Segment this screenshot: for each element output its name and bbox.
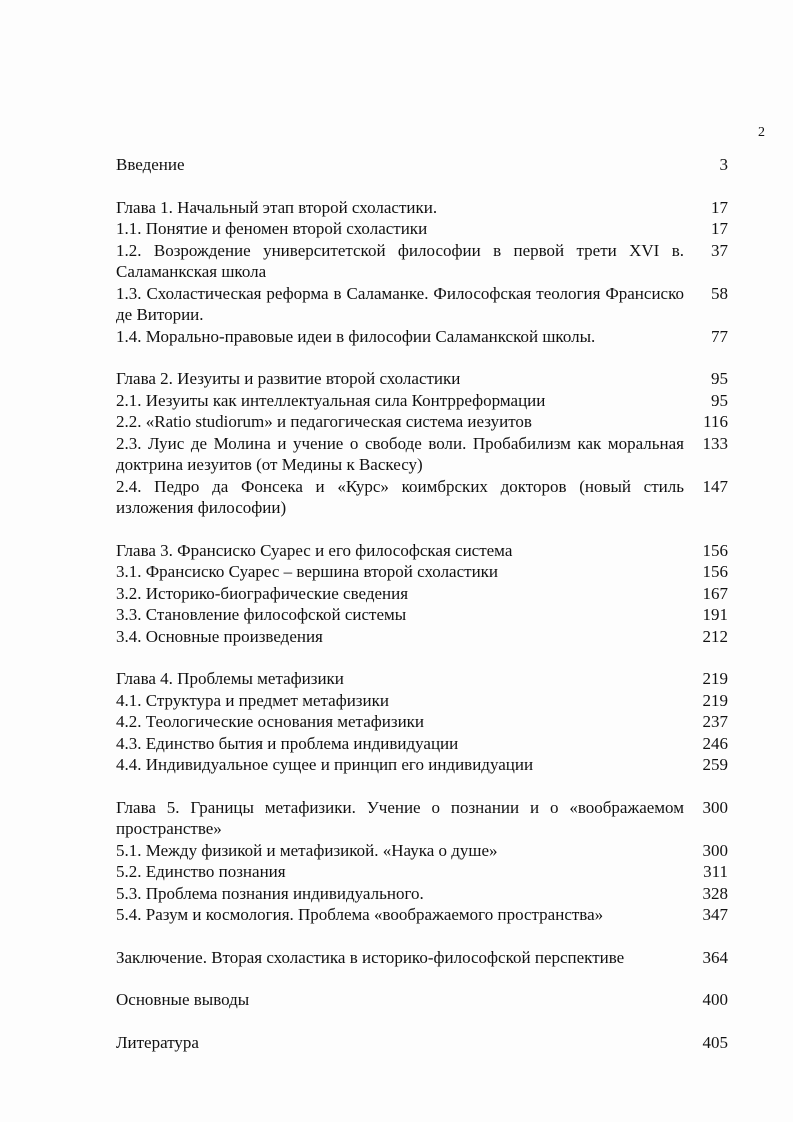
toc-entry-title: 4.3. Единство бытия и проблема индивидуации xyxy=(116,733,459,753)
toc-entry xyxy=(116,904,728,926)
section-gap xyxy=(116,1011,728,1032)
toc-entry xyxy=(116,411,728,433)
toc-entry-title: Литература xyxy=(116,1032,199,1052)
toc-entry-page: 300 xyxy=(702,840,728,860)
toc-entry-title: 5.3. Проблема познания индивидуального. xyxy=(116,883,424,903)
toc-entry xyxy=(116,989,728,1011)
toc-entry xyxy=(116,476,728,519)
toc-entry xyxy=(116,840,728,862)
toc-entry-page: 95 xyxy=(711,369,728,388)
section-gap xyxy=(116,176,728,197)
toc-entry xyxy=(116,861,728,883)
toc-entry-page: 58 xyxy=(711,283,728,303)
toc-entry xyxy=(116,154,728,176)
toc-entry xyxy=(116,668,728,690)
toc-entry xyxy=(116,197,728,219)
toc-entry-page: 147 xyxy=(702,476,728,496)
toc-entry-title: 3.2. Историко-биографические сведения xyxy=(116,583,409,603)
toc-entry xyxy=(116,690,728,712)
toc-entry-title: Заключение. Вторая схоластика в историко-философской перспективе xyxy=(116,947,625,967)
toc-entry-title: Основные выводы xyxy=(116,990,250,1009)
toc-entry-title: Глава 5. Границы метафизики. Учение о познании и о «воображаемом пространстве» xyxy=(116,797,684,838)
toc-entry-page: 156 xyxy=(702,540,728,560)
toc-entry-title: Глава 2. Иезуиты и развитие второй схоластики xyxy=(116,369,461,388)
toc-entry-page: 246 xyxy=(702,733,728,753)
toc-entry-page: 364 xyxy=(702,947,728,967)
toc-entry-page: 300 xyxy=(702,797,728,817)
section-gap xyxy=(116,926,728,947)
toc-entry-page: 400 xyxy=(702,990,728,1009)
toc-entry-page: 347 xyxy=(702,905,728,924)
toc-entry xyxy=(116,754,728,776)
toc-entry-page: 237 xyxy=(702,712,728,731)
toc-entry xyxy=(116,283,728,326)
toc-entry-page: 17 xyxy=(711,219,728,238)
toc-entry xyxy=(116,218,728,240)
toc-entry xyxy=(116,240,728,283)
toc-entry xyxy=(116,711,728,733)
toc-entry xyxy=(116,540,728,562)
toc-entry-title: 2.1. Иезуиты как интеллектуальная сила Контрреформации xyxy=(116,390,546,410)
page-number: 2 xyxy=(758,125,765,140)
toc-entry-page: 405 xyxy=(702,1032,728,1052)
toc-entry-page: 133 xyxy=(702,433,728,453)
toc-entry xyxy=(116,883,728,905)
toc-entry-title: Глава 4. Проблемы метафизики xyxy=(116,669,344,688)
toc-entry-page: 37 xyxy=(711,240,728,260)
toc-entry-title: 5.2. Единство познания xyxy=(116,862,286,881)
toc-entry-title: 1.1. Понятие и феномен второй схоластики xyxy=(116,219,428,238)
toc-entry xyxy=(116,433,728,476)
toc-entry-page: 3 xyxy=(719,155,728,174)
toc-entry-page: 167 xyxy=(702,583,728,603)
toc-entry-title: 4.1. Структура и предмет метафизики xyxy=(116,690,389,710)
toc-entry-title: 1.4. Морально-правовые идеи в философии Саламанкской школы. xyxy=(116,326,596,346)
toc-entry-title: 1.3. Схоластическая реформа в Саламанке. Философская теология Франсиско де Витории. xyxy=(116,283,684,324)
toc-entry xyxy=(116,561,728,583)
toc-entry xyxy=(116,390,728,412)
section-gap xyxy=(116,347,728,368)
toc-entry-title: 3.4. Основные произведения xyxy=(116,626,323,646)
toc-entry xyxy=(116,326,728,348)
toc-entry-title: 4.4. Индивидуальное сущее и принцип его индивидуации xyxy=(116,755,534,774)
toc-entry-title: 2.2. «Ratio studiorum» и педагогическая система иезуитов xyxy=(116,412,532,431)
toc-entry-page: 212 xyxy=(702,626,728,646)
toc-entry-page: 17 xyxy=(711,197,728,217)
toc-entry xyxy=(116,1032,728,1054)
section-gap xyxy=(116,519,728,540)
toc-entry-title: 2.3. Луис де Молина и учение о свободе воли. Пробабилизм как моральная доктрина иезуитов (от Медины к Васкесу) xyxy=(116,433,684,474)
toc-entry-page: 116 xyxy=(703,412,728,431)
toc-entry-title: 2.4. Педро да Фонсека и «Курс» коимбрских докторов (новый стиль изложения философии) xyxy=(116,476,684,517)
toc-entry-title: Введение xyxy=(116,155,185,174)
toc-entry-page: 259 xyxy=(702,755,728,774)
toc-entry-page: 311 xyxy=(703,862,728,881)
toc-entry-page: 328 xyxy=(702,883,728,903)
toc-entry-title: Глава 1. Начальный этап второй схоластики. xyxy=(116,197,438,217)
toc-entry-title: 5.1. Между физикой и метафизикой. «Наука о душе» xyxy=(116,840,498,860)
section-gap xyxy=(116,647,728,668)
toc-entry-page: 77 xyxy=(711,326,728,346)
toc-entry-title: 3.1. Франсиско Суарес – вершина второй схоластики xyxy=(116,562,499,581)
toc-entry xyxy=(116,947,728,969)
toc-entry-page: 219 xyxy=(702,669,728,688)
section-gap xyxy=(116,776,728,797)
toc-entry-title: 4.2. Теологические основания метафизики xyxy=(116,712,425,731)
toc-entry xyxy=(116,368,728,390)
section-gap xyxy=(116,968,728,989)
table-of-contents xyxy=(116,154,728,1053)
toc-entry-title: 5.4. Разум и космология. Проблема «воображаемого пространства» xyxy=(116,905,604,924)
toc-entry xyxy=(116,733,728,755)
toc-entry-title: 1.2. Возрождение университетской философии в первой трети XVI в. Саламанкская школа xyxy=(116,240,684,281)
toc-entry-page: 156 xyxy=(702,562,728,581)
toc-entry xyxy=(116,604,728,626)
toc-entry-page: 219 xyxy=(702,690,728,710)
toc-entry-page: 95 xyxy=(711,390,728,410)
toc-entry xyxy=(116,797,728,840)
toc-entry-title: 3.3. Становление философской системы xyxy=(116,605,407,624)
toc-entry xyxy=(116,583,728,605)
toc-entry xyxy=(116,626,728,648)
toc-entry-page: 191 xyxy=(702,605,728,624)
toc-entry-title: Глава 3. Франсиско Суарес и его философская система xyxy=(116,540,513,560)
